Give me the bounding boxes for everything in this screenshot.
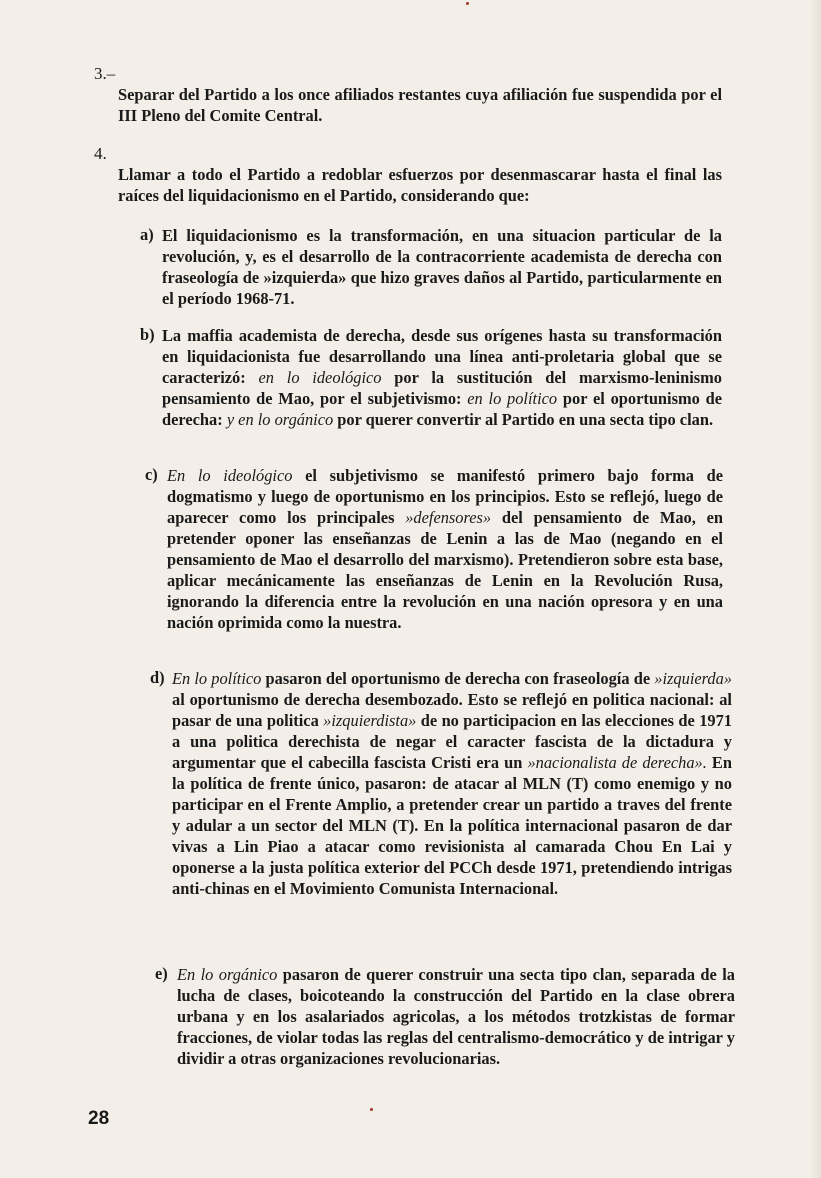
- item-letter: e): [155, 964, 168, 983]
- item-letter: d): [150, 668, 165, 687]
- section-number: 3.–: [94, 64, 116, 83]
- page-number: 28: [88, 1108, 110, 1129]
- section-4-text: Llamar a todo el Partido a redoblar esfuerzos por desenmascarar hasta el final las raíces del liquidacionismo en el Partido, considerando que:: [118, 165, 722, 205]
- ink-speck: [370, 1108, 373, 1111]
- item-b-text: La maffia academista de derecha, desde sus orígenes hasta su transformación en liquidacionista fue desarrollando una línea anti-proletaria global que se caracterizó: en lo ideológico por la sustitución del marxismo-leninismo pensamiento de Mao, por el subjetivismo: en lo político por el oportunismo de derecha: y en lo orgánico por querer convertir al Partido en una secta tipo clan.: [162, 326, 722, 429]
- item-a-text: El liquidacionismo es la transformación, en una situacion particular de la revolución, y, es el desarrollo de la contracorriente academista de derecha con fraseología de »izquierda» que hizo graves daños al Partido, particularmente en el período 1968-71.: [162, 226, 722, 308]
- item-d-text: En lo político pasaron del oportunismo de derecha con fraseología de »izquierda» al oportunismo de derecha desembozado. Esto se reflejó en politica nacional: al pasar de una politica »izquierdista» de no participacion en las elecciones de 1971 a una politica derechista de negar el caracter fascista de la dictadura y argumentar que el cabecilla fascista Cristi era un »nacionalista de derecha». En la política de frente único, pasaron: de atacar al MLN (T) como enemigo y no participar en el Frente Amplio, a pretender crear un partido a traves del frente y adular a un sector del MLN (T). En la política internacional pasaron de dar vivas a Lin Piao a atacar como revisionista al camarada Chou En Lai y oponerse a la justa política exterior del PCCh desde 1971, pretendiendo intrigas anti-chinas en el Movimiento Comunista Internacional.: [172, 669, 732, 898]
- item-c-text: En lo ideológico el subjetivismo se manifestó primero bajo forma de dogmatismo y luego de oportunismo en los principios. Esto se reflejó, luego de aparecer como los principales »defensores» del pensamiento de Mao, en pretender oponer las enseñanzas de Lenin a las de Mao (negando en el pensamiento de Mao el desarrollo del marxismo). Pretendieron sobre esta base, aplicar mecánicamente las enseñanzas de Lenin en la Revolución Rusa, ignorando la diferencia entre la revolución en una nación opresora y en una nación oprimida como la nuestra.: [167, 466, 723, 632]
- section-3-text: Separar del Partido a los once afiliados restantes cuya afiliación fue suspendida por el III Pleno del Comite Central.: [118, 85, 722, 125]
- section-number: 4.: [94, 144, 107, 163]
- item-letter: b): [140, 325, 155, 344]
- item-letter: c): [145, 465, 158, 484]
- item-letter: a): [140, 225, 154, 244]
- ink-speck: [466, 2, 469, 5]
- item-e-text: En lo orgánico pasaron de querer construir una secta tipo clan, separada de la lucha de clases, boicoteando la construcción del Partido en la clase obrera urbana y en los asalariados agricolas, a los métodos trotzkistas de formar fracciones, de violar todas las reglas del centralismo-democrático y de intrigar y dividir a otras organizaciones revolucionarias.: [177, 965, 735, 1068]
